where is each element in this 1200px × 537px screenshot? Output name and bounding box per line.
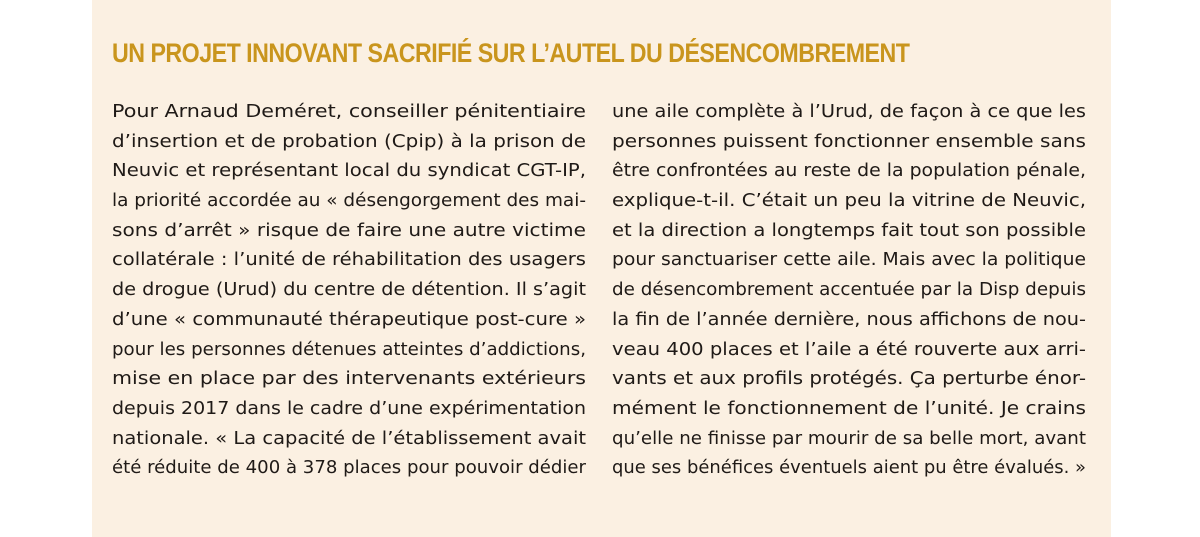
- article-heading: UN PROJET INNOVANT SACRIFIÉ SUR L’AUTEL DU DÉSENCOMBREMENT: [112, 38, 910, 68]
- text-line: vants et aux profils protégés. Ça perturbe énor-: [612, 368, 1086, 390]
- text-line: être confrontées au reste de la population pénale,: [612, 160, 1086, 182]
- text-line: la fin de l’année dernière, nous affichons de nou-: [612, 308, 1086, 330]
- text-line: de désencombrement accentuée par la Disp depuis: [612, 279, 1086, 301]
- text-line: Neuvic et représentant local du syndicat CGT-IP,: [112, 160, 586, 182]
- text-line: Pour Arnaud Deméret, conseiller pénitentiaire: [112, 101, 586, 122]
- text-line: explique-t-il. C’était un peu la vitrine de Neuvic,: [612, 190, 1086, 212]
- text-line: veau 400 places et l’aile a été rouverte aux arri-: [612, 338, 1086, 360]
- text-line: mément le fonctionnement de l’unité. Je crains: [612, 397, 1086, 419]
- left-text-column: [112, 97, 586, 483]
- text-line: qu’elle ne finisse par mourir de sa belle mort, avant: [612, 427, 1086, 449]
- text-line: pour les personnes détenues atteintes d’addictions,: [112, 338, 586, 360]
- text-line: mise en place par des intervenants extérieurs: [112, 368, 586, 390]
- text-line: d’une « communauté thérapeutique post-cure »: [112, 308, 586, 330]
- text-line: une aile complète à l’Urud, de façon à ce que les: [612, 101, 1086, 122]
- text-line: que ses bénéfices éventuels aient pu être évalués. »: [612, 457, 1086, 479]
- right-text-column: [612, 97, 1087, 483]
- text-line: pour sanctuariser cette aile. Mais avec la politique: [612, 249, 1086, 271]
- text-line: sons d’arrêt » risque de faire une autre victime: [112, 219, 586, 241]
- text-line: collatérale : l’unité de réhabilitation des usagers: [112, 249, 586, 271]
- text-line: nationale. « La capacité de l’établissement avait: [112, 427, 586, 449]
- text-line: d’insertion et de probation (Cpip) à la prison de: [112, 130, 586, 152]
- text-line: de drogue (Urud) du centre de détention. Il s’agit: [112, 279, 586, 301]
- text-line: depuis 2017 dans le cadre d’une expérimentation: [112, 397, 586, 419]
- text-line: été réduite de 400 à 378 places pour pouvoir dédier: [112, 457, 586, 479]
- text-line: et la direction a longtemps fait tout son possible: [612, 219, 1086, 241]
- text-line: personnes puissent fonctionner ensemble sans: [612, 130, 1086, 152]
- text-line: la priorité accordée au « désengorgement des mai-: [112, 190, 586, 212]
